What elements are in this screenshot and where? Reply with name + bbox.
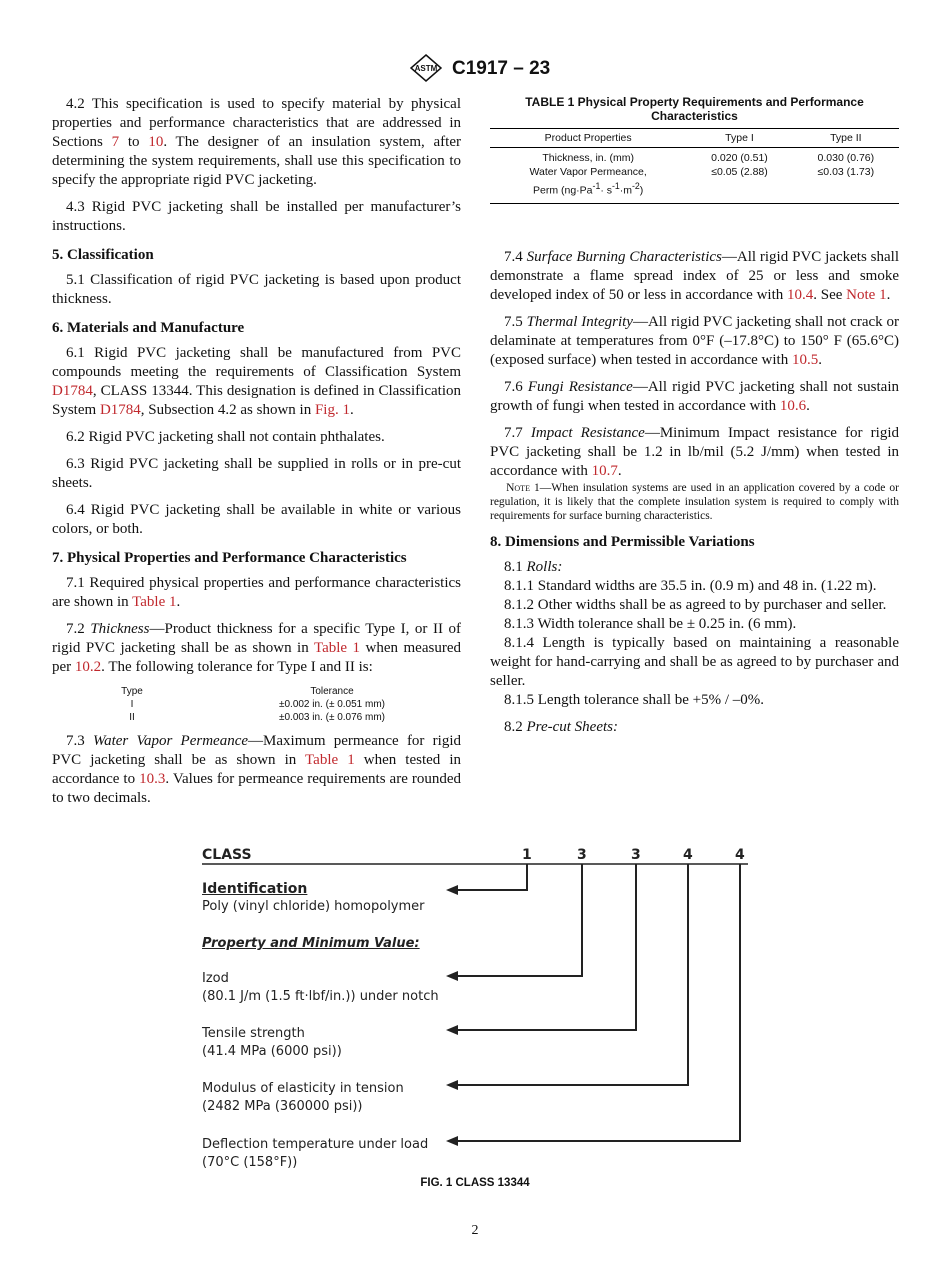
table-row bbox=[490, 148, 899, 204]
para-5-1: 5.1 Classification of rigid PVC jacketing is based upon product thickness. bbox=[52, 272, 461, 307]
table-1-link[interactable]: Table 1 bbox=[132, 594, 177, 610]
connector-line-tensile bbox=[452, 864, 636, 1030]
class-digit: 4 bbox=[683, 847, 693, 863]
table-header: Product Properties bbox=[490, 129, 686, 148]
para-6-4: 6.4 Rigid PVC jacketing shall be available in white or various colors, or both. bbox=[52, 502, 461, 537]
para-8-1-1: 8.1.1 Standard widths are 35.5 in. (0.9 m) and 48 in. (1.22 m). bbox=[504, 578, 877, 594]
tolerance-table bbox=[52, 685, 461, 724]
d1784-link[interactable]: D1784 bbox=[99, 402, 141, 418]
modulus-label: Modulus of elasticity in tension bbox=[202, 1081, 404, 1096]
tolerance-type: I bbox=[130, 699, 134, 710]
section-10-7-link[interactable]: 10.7 bbox=[591, 463, 618, 479]
heading-6: 6. Materials and Manufacture bbox=[52, 320, 245, 336]
tolerance-header-tol: Tolerance bbox=[310, 686, 354, 697]
tolerance-type: II bbox=[129, 712, 135, 723]
para-7-6: 7.6 Fungi Resistance—All rigid PVC jacketing shall not sustain growth of fungi when tested in accordance with 10.6. bbox=[490, 379, 899, 414]
table-cell: 0.020 (0.51) ≤0.05 (2.88) bbox=[686, 148, 792, 204]
tolerance-value: ±0.003 in. (± 0.076 mm) bbox=[278, 712, 386, 723]
tolerance-header-type: Type bbox=[121, 686, 143, 697]
table-header: Type I bbox=[686, 129, 792, 148]
section-10-2-link[interactable]: 10.2 bbox=[74, 659, 102, 675]
class-digit: 1 bbox=[522, 847, 532, 863]
tolerance-value: ±0.002 in. (± 0.051 mm) bbox=[278, 699, 386, 710]
table-1-link[interactable]: Table 1 bbox=[305, 752, 355, 768]
section-7-link[interactable]: 7 bbox=[111, 134, 120, 150]
class-digit: 4 bbox=[735, 847, 745, 863]
arrow-icon bbox=[446, 1136, 458, 1146]
left-column bbox=[52, 95, 461, 816]
tensile-label: Tensile strength bbox=[202, 1026, 305, 1041]
connector-line-izod bbox=[452, 864, 582, 976]
connector-line-deflection bbox=[452, 864, 740, 1141]
connector-line-identification bbox=[452, 864, 527, 890]
document-id: C1917 – 23 bbox=[452, 58, 551, 79]
para-7-2: 7.2 Thickness—Product thickness for a specific Type I, or II of rigid PVC jacketing shall be as shown in Table 1 when measured per 10.2. The following tolerance for Type I and II is: bbox=[52, 621, 461, 675]
d1784-link[interactable]: D1784 bbox=[52, 383, 93, 399]
table-header: Type II bbox=[793, 129, 899, 148]
table-1-link[interactable]: Table 1 bbox=[313, 640, 361, 656]
para-8-1-2: 8.1.2 Other widths shall be as agreed to by purchaser and seller. bbox=[504, 597, 887, 613]
class-digit: 3 bbox=[631, 847, 641, 863]
para-7-5: 7.5 Thermal Integrity—All rigid PVC jacketing shall not crack or delaminate at temperatures from 0°F (–17.8°C) to 150° F (65.6°C) (exposed surface) when tested in accordance with 10.5. bbox=[490, 314, 899, 368]
table-1 bbox=[490, 128, 899, 204]
table-1-title: TABLE 1 Physical Property Requirements and Performance Characteristics bbox=[525, 95, 864, 123]
modulus-value: (2482 MPa (360000 psi)) bbox=[202, 1099, 363, 1114]
izod-value: (80.1 J/m (1.5 ft·lbf/in.)) under notch bbox=[202, 989, 439, 1004]
svg-text:ASTM: ASTM bbox=[414, 64, 438, 73]
deflection-value: (70°C (158°F)) bbox=[202, 1155, 298, 1170]
identification-value: Poly (vinyl chloride) homopolymer bbox=[202, 899, 425, 914]
class-digit: 3 bbox=[577, 847, 587, 863]
deflection-label: Deflection temperature under load bbox=[202, 1137, 429, 1152]
para-7-3: 7.3 Water Vapor Permeance—Maximum permeance for rigid PVC jacketing shall be as shown in Table 1 when tested in accordance to 10.3. Values for permeance requirements are rounded to two decimals. bbox=[52, 733, 462, 806]
section-10-5-link[interactable]: 10.5 bbox=[791, 352, 819, 368]
astm-logo-icon bbox=[410, 54, 442, 82]
heading-8: 8. Dimensions and Permissible Variations bbox=[490, 534, 755, 550]
table-cell: Thickness, in. (mm) Water Vapor Permeance, Perm $(ng\cdot Pa^{-1}\cdot s^{-1}\cdot m^{-2})$ bbox=[490, 148, 686, 204]
section-10-link[interactable]: 10 bbox=[148, 134, 164, 150]
class-label: CLASS bbox=[202, 847, 252, 863]
section-10-3-link[interactable]: 10.3 bbox=[139, 771, 166, 787]
connector-line-modulus bbox=[452, 864, 688, 1085]
arrow-icon bbox=[446, 885, 458, 895]
section-10-4-link[interactable]: 10.4 bbox=[786, 287, 814, 303]
para-7-4: 7.4 Surface Burning Characteristics—All rigid PVC jackets shall demonstrate a flame spread index of 25 or less and smoke developed index of 50 or less in accordance with 10.4. See Note 1. bbox=[490, 249, 899, 303]
tensile-value: (41.4 MPa (6000 psi)) bbox=[202, 1044, 342, 1059]
para-7-1: 7.1 Required physical properties and performance characteristics are shown in Table 1. bbox=[52, 575, 461, 610]
arrow-icon bbox=[446, 1080, 458, 1090]
arrow-icon bbox=[446, 1025, 458, 1035]
para-6-2: 6.2 Rigid PVC jacketing shall not contain phthalates. bbox=[66, 429, 385, 445]
fig-1-link[interactable]: Fig. 1 bbox=[314, 402, 350, 418]
note-1: Note 1—When insulation systems are used in an application covered by a code or regulation, it is likely that the complete insulation system is required to comply with requirements for surface burning characteristics. bbox=[490, 482, 899, 522]
right-column bbox=[490, 248, 899, 745]
izod-label: Izod bbox=[202, 971, 229, 986]
page-number: 2 bbox=[471, 1223, 479, 1238]
para-4-3: 4.3 Rigid PVC jacketing shall be installed per manufacturer’s instructions. bbox=[52, 199, 461, 234]
figure-1 bbox=[190, 840, 770, 1180]
property-heading: Property and Minimum Value: bbox=[202, 936, 420, 951]
page-header bbox=[0, 54, 950, 84]
note-1-link[interactable]: Note 1 bbox=[846, 287, 887, 303]
identification-label: Identification bbox=[202, 881, 308, 897]
para-6-1: 6.1 Rigid PVC jacketing shall be manufactured from PVC compounds meeting the requirements of Classification System D1784, CLASS 13344. This designation is defined in Classification System D1784, Subsection 4.2 as shown in Fig. 1. bbox=[52, 345, 461, 418]
heading-7: 7. Physical Properties and Performance Characteristics bbox=[52, 550, 407, 566]
table-cell: 0.030 (0.76) ≤0.03 (1.73) bbox=[793, 148, 899, 204]
para-8-1: 8.1 Rolls: bbox=[504, 559, 563, 575]
figure-caption: FIG. 1 CLASS 13344 bbox=[420, 1177, 530, 1189]
para-4-2: 4.2 This specification is used to specify material by physical properties and performance characteristics that are addressed in Sections 7 to 10. The designer of an insulation system, after determining the system requirements, shall use this specification to specify the appropriate rigid PVC jacketing. bbox=[52, 96, 461, 188]
heading-5: 5. Classification bbox=[52, 247, 154, 263]
arrow-icon bbox=[446, 971, 458, 981]
para-7-7: 7.7 Impact Resistance—Minimum Impact resistance for rigid PVC jacketing shall be 1.2 in lb/mil (5.2 J/mm) when tested in accordance with 10.7. bbox=[490, 425, 899, 479]
para-8-1-4: 8.1.4 Length is typically based on maintaining a reasonable weight for hand-carrying and shall be as agreed to by purchaser and seller. bbox=[490, 635, 899, 689]
para-8-1-3: 8.1.3 Width tolerance shall be ± 0.25 in. (6 mm). bbox=[504, 616, 797, 632]
para-8-1-5: 8.1.5 Length tolerance shall be +5% / –0%. bbox=[504, 692, 765, 708]
section-10-6-link[interactable]: 10.6 bbox=[779, 398, 807, 414]
para-6-3: 6.3 Rigid PVC jacketing shall be supplied in rolls or in pre-cut sheets. bbox=[52, 456, 461, 491]
para-8-2: 8.2 Pre-cut Sheets: bbox=[504, 719, 618, 735]
